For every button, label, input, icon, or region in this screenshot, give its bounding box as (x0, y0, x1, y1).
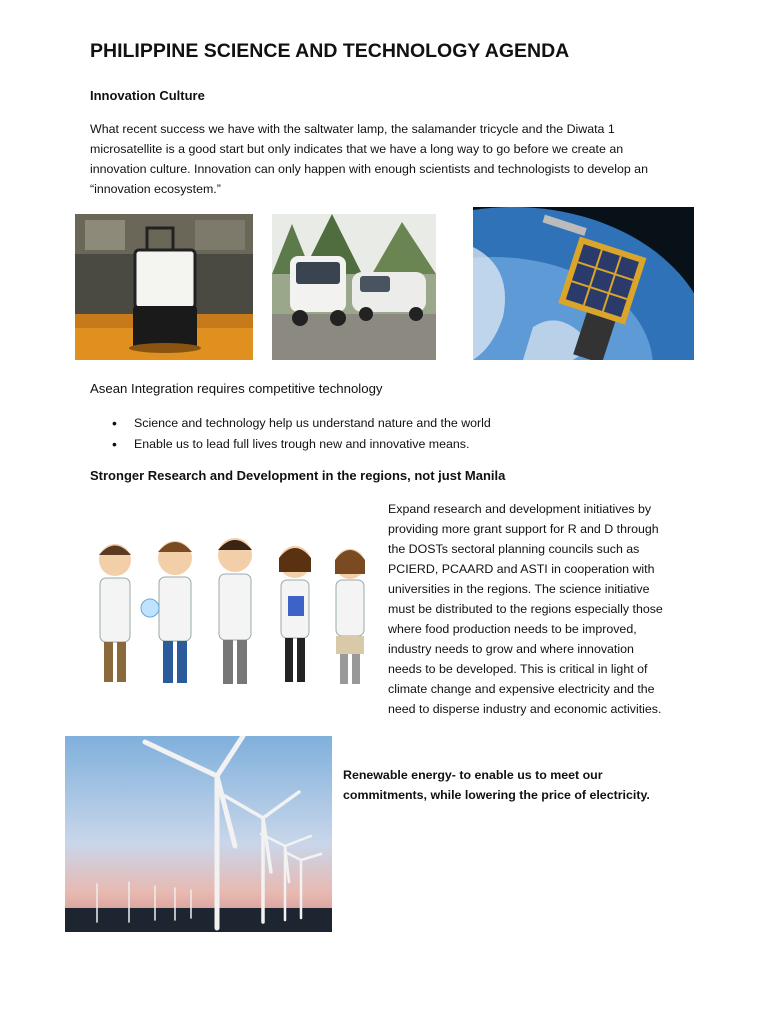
scientists-illustration (80, 500, 380, 724)
innovation-paragraph (90, 119, 730, 199)
innovation-line: innovation culture. Innovation can only happen with enough scientists and technologists to develop an (90, 162, 648, 176)
diwata-satellite-photo (473, 207, 694, 360)
research-line: industry needs to grow and where innovation (388, 642, 634, 656)
renewable-paragraph (343, 765, 683, 805)
research-line: Expand research and development initiatives by (388, 502, 652, 516)
renewable-line: commitments, while lowering the price of electricity. (343, 788, 650, 802)
salamander-tricycle-photo (272, 214, 436, 360)
saltwater-lamp-photo (75, 214, 253, 360)
page-title: PHILIPPINE SCIENCE AND TECHNOLOGY AGENDA (90, 40, 570, 62)
research-line: providing more grant support for R and D through (388, 522, 659, 536)
research-line: climate change and expensive electricity and the (388, 682, 655, 696)
research-heading: Stronger Research and Development in the regions, not just Manila (90, 468, 506, 483)
innovation-heading: Innovation Culture (90, 88, 205, 103)
list-item: • Science and technology help us understand nature and the world (90, 413, 491, 434)
research-line: PCIERD, PCAARD and ASTI in cooperation with (388, 562, 655, 576)
innovation-line: “innovation ecosystem.” (90, 182, 221, 196)
research-line: universities in the regions. The science initiative (388, 582, 650, 596)
wind-turbines-photo (65, 736, 332, 932)
research-line: must be distributed to the regions especially those (388, 602, 663, 616)
list-item: • Enable us to lead full lives trough new and innovative means. (90, 434, 491, 455)
asean-bullet-list (90, 413, 491, 455)
research-paragraph (388, 499, 688, 719)
asean-heading: Asean Integration requires competitive technology (90, 381, 383, 396)
research-line: need to disperse industry and economic activities. (388, 702, 662, 716)
renewable-line: Renewable energy- to enable us to meet our (343, 768, 603, 782)
research-line: needs to be developed. This is critical in light of (388, 662, 648, 676)
innovation-line: microsatellite is a good start but only indicates that we have a long way to go before we create an (90, 142, 624, 156)
research-line: the DOSTs sectoral planning councils such as (388, 542, 640, 556)
research-line: where food production needs to be improved, (388, 622, 637, 636)
innovation-line: What recent success we have with the saltwater lamp, the salamander tricycle and the Diwata 1 (90, 122, 615, 136)
